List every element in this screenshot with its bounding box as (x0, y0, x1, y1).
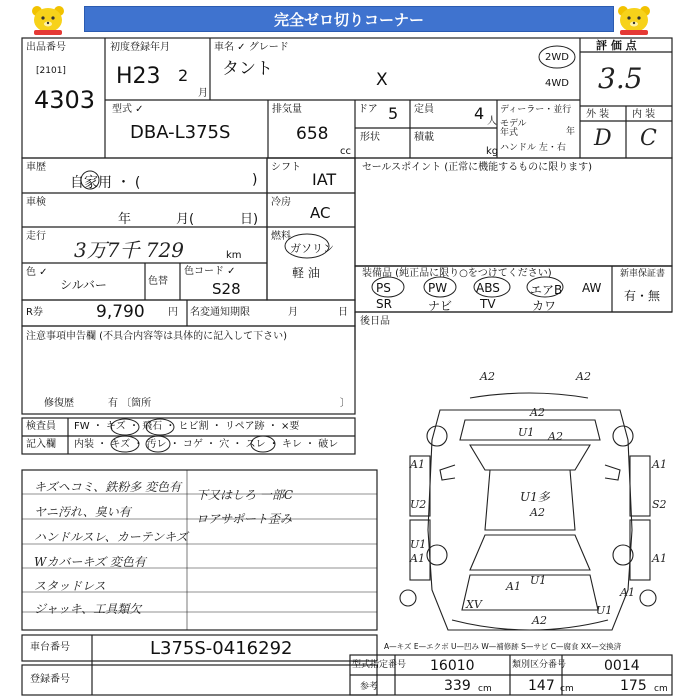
notes-label: 注意事項申告欄 (不具合内容等は具体的に記入して下さい) (26, 331, 287, 342)
shape-label: 形状 (360, 132, 380, 143)
color-code-value: S28 (212, 280, 241, 298)
repair-value: 有 〔箇所 (108, 398, 152, 409)
class-no-label: 類別区分番号 (512, 660, 567, 670)
type-no-label: 型式指定番号 (352, 660, 407, 670)
mark-a2-front-right: A2 (576, 370, 591, 383)
displacement-unit: cc (340, 146, 351, 157)
note-mid-2: ロアサポート歪み (196, 512, 293, 526)
type-no-value: 16010 (430, 658, 475, 674)
class-no-value: 0014 (604, 658, 640, 674)
mileage-unit: km (226, 250, 242, 261)
drive-4wd: 4WD (545, 78, 569, 89)
first-reg-label: 初度登録年月 (110, 42, 170, 53)
sales-point-label: セールスポイント (正常に機能するものに限ります) (362, 162, 593, 173)
shift-value: IAT (312, 170, 337, 189)
inspector-interior-items: 内装 ・ キズ ・ 汚レ ・ コゲ ・ 穴 ・ スレ ・ キレ ・ 破レ (74, 439, 339, 450)
color-change-label: 色替 (148, 276, 168, 287)
capacity-label: 定員 (414, 104, 434, 115)
handle-label: ハンドル 左・右 (500, 143, 566, 153)
grade-name: X (376, 70, 388, 90)
exterior-label: 外 装 (586, 109, 610, 120)
first-reg-year: H23 (116, 64, 161, 89)
inspection-label: 車検 (26, 197, 46, 208)
mark-a2-hood: A2 (530, 406, 545, 419)
type-label: 型式 ✓ (112, 104, 144, 115)
equipment-label: 装備品 (純正品に限り○をつけてください) (362, 268, 552, 279)
inspection-year: 年 (118, 212, 132, 227)
equip-pw: PW (428, 281, 448, 295)
first-reg-month-unit: 月 (198, 88, 208, 99)
notice-month: 月 (288, 307, 298, 318)
mark-u1-left-rear: U1 (410, 538, 427, 551)
height-value: 175 (620, 678, 647, 694)
damage-legend: A—キズ E—エクボ U—凹み W—補修跡 S—サビ C—腐食 XX—交換済 (384, 642, 622, 651)
dealer-label: ディーラー・並行 (500, 105, 572, 115)
mark-a2-rear-bumper: A2 (532, 614, 547, 627)
width-value: 147 (528, 678, 555, 694)
inspection-day: 日) (240, 212, 259, 227)
mileage-label: 走行 (26, 231, 46, 242)
load-label: 積載 (414, 132, 434, 143)
width-unit: cm (560, 684, 574, 694)
fuel-label: 燃料 (271, 231, 291, 242)
repair-close: 〕 (340, 398, 350, 409)
model-label: モデル (500, 119, 527, 129)
fuel-gasoline: ガソリン (290, 242, 334, 255)
recycle-unit: 円 (168, 307, 178, 318)
equip-abs: ABS (476, 281, 500, 295)
recycle-label: R券 (26, 307, 43, 318)
mark-a1-left-front: A1 (410, 458, 425, 471)
note-line-3: ハンドルスレ、カーテンキズ (34, 530, 188, 544)
capacity-unit: 人 (487, 116, 497, 127)
name-label: 車名 ✓ グレード (214, 42, 289, 53)
warranty-yes-no: 有・無 (624, 289, 661, 303)
equip-leather: カワ (532, 299, 557, 313)
note-line-5: スタッドレス (34, 579, 106, 593)
drive-2wd: 2WD (545, 52, 569, 63)
color-code-label: 色コード ✓ (184, 266, 236, 277)
mark-a1-left-rear: A1 (410, 552, 425, 565)
equip-tv: TV (480, 297, 496, 311)
page-title: 完全ゼロ切りコーナー (84, 6, 614, 32)
interior-label: 内 装 (632, 109, 656, 120)
mark-u2-left: U2 (410, 498, 427, 511)
length-unit: cm (478, 684, 492, 694)
repair-label: 修復歴 (44, 398, 74, 409)
chassis-value: L375S-0416292 (150, 638, 293, 659)
doors-label: ドア (358, 104, 378, 115)
score-value: 3.5 (598, 62, 643, 95)
new-car-warranty-label: 新車保証書 (620, 269, 666, 279)
mark-u1-hood: U1 (518, 426, 535, 439)
inspection-month: 月( (176, 212, 195, 227)
mark-u1-roof: U1多 (520, 490, 550, 504)
fuel-diesel: 軽 油 (292, 266, 320, 280)
note-line-6: ジャッキ、工具類欠 (34, 602, 142, 616)
exterior-grade: D (594, 126, 612, 151)
mark-a2-front-left: A2 (480, 370, 495, 383)
displacement-label: 排気量 (272, 104, 302, 115)
mark-a2-windshield: A2 (548, 430, 563, 443)
mark-a1-right-front: A1 (652, 458, 667, 471)
mark-a1-gate: A1 (506, 580, 521, 593)
mark-s2-right: S2 (652, 498, 667, 511)
history-close: ) (252, 172, 258, 188)
model-year-unit: 年 (566, 127, 576, 137)
mark-a1-rear-right: A1 (620, 586, 635, 599)
doors-value: 5 (388, 104, 399, 123)
ref-label: 参考 (360, 682, 379, 692)
model-name: タント (222, 59, 273, 79)
height-unit: cm (654, 684, 668, 694)
mark-xv: XV (466, 598, 482, 611)
ac-value: AC (310, 204, 331, 222)
equip-navi: ナビ (428, 299, 453, 313)
mark-u1-gate: U1 (530, 574, 547, 587)
mark-u1-rear-right: U1 (596, 604, 613, 617)
mileage-value: 3万7千 729 (74, 238, 184, 262)
model-year-label: 年式 (500, 128, 519, 138)
history-label: 車歴 (26, 162, 46, 173)
entry-label: 記入欄 (26, 439, 56, 450)
ac-label: 冷房 (271, 197, 291, 208)
interior-grade: C (640, 126, 657, 151)
back-seat-label: 後日品 (360, 316, 390, 327)
note-mid-1: 下又はしろ 一部C (196, 488, 293, 502)
notice-deadline-label: 名変通知期限 (190, 307, 250, 318)
load-unit: kg (486, 146, 499, 157)
capacity-value: 4 (474, 104, 485, 123)
inspector-exterior-items: FW ・ キズ ・ 飛石 ・ ヒビ割 ・ リペア跡 ・ ×要 (74, 421, 300, 432)
equip-airbag: エアB (530, 283, 563, 297)
recycle-value: 9,790 (96, 302, 145, 322)
history-value: 自家用 ・ ( (70, 175, 141, 191)
equip-aw: AW (582, 281, 602, 295)
note-line-4: Wカバーキズ 変色有 (34, 555, 146, 569)
length-value: 339 (444, 678, 471, 694)
lot-sub: [2101] (36, 66, 66, 76)
equip-sr: SR (376, 297, 392, 311)
registration-label: 登録番号 (30, 674, 70, 685)
displacement-value: 658 (296, 124, 329, 144)
note-line-1: キズヘコミ、鉄粉多 変色有 (34, 480, 182, 494)
shift-label: シフト (271, 162, 301, 173)
first-reg-month: 2 (178, 66, 189, 85)
type-value: DBA-L375S (130, 122, 231, 143)
lot-label: 出品番号 (26, 42, 66, 53)
mark-a1-right-rear: A1 (652, 552, 667, 565)
equip-ps: PS (376, 281, 391, 295)
color-value: シルバー (60, 278, 107, 292)
notice-day: 日 (338, 307, 348, 318)
lot-number: 4303 (34, 86, 96, 114)
score-label: 評 価 点 (596, 39, 637, 52)
color-label: 色 ✓ (26, 267, 48, 278)
note-line-2: ヤニ汚れ、臭い有 (34, 505, 131, 519)
mark-a2-roof: A2 (530, 506, 545, 519)
inspector-label: 検査員 (26, 421, 56, 432)
chassis-label: 車台番号 (30, 642, 70, 653)
